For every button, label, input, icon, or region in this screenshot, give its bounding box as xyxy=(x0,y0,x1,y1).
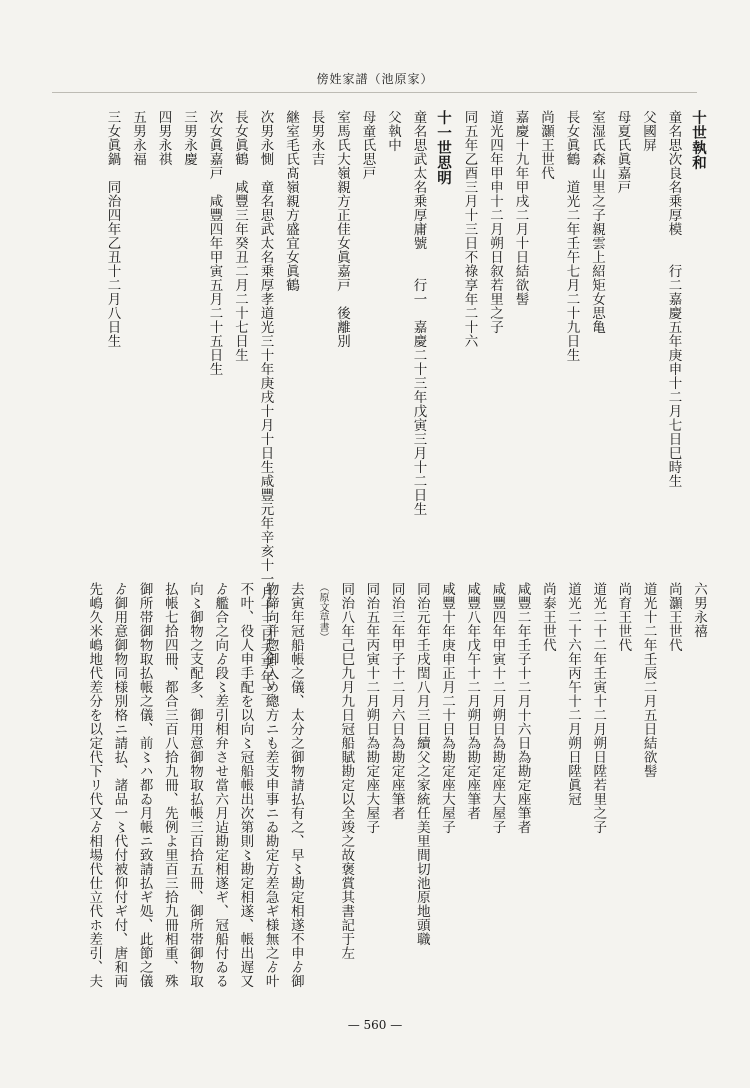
upper-column: 長女眞鶴 道光二年壬午七月二十九日生 xyxy=(563,110,580,362)
header-rule xyxy=(52,92,697,93)
lower-column: 同治三年甲子十二月六日為勘定座筆者 xyxy=(388,582,405,820)
upper-column: 童名思次良名乗厚模 行二嘉慶五年庚申十二月七日巳時生 xyxy=(665,110,682,488)
lower-column: 尚育王世代 xyxy=(615,582,632,652)
upper-column: 四男永祺 xyxy=(155,110,172,166)
lower-column: 去寅年冠船帳之儀、太分之御物請払有之、早〻勘定相遂不申ゟ御 xyxy=(287,582,304,988)
lower-column: 同治八年己巳九月九日冠船賦勘定以全竣之故褒賞其書記于左 xyxy=(338,582,355,960)
lower-column: ゟ御用意御物同様別格ニ請払、諸品一〻代付被仰付ギ付、唐和両 xyxy=(111,582,128,988)
lower-column: 同治元年壬戌閏八月三日續父之家統任美里間切池原地頭職 xyxy=(413,582,430,946)
lower-column: 咸豐四年甲寅十二月朔日為勘定座大屋子 xyxy=(489,582,506,834)
upper-column: 嘉慶十九年甲戌二月十日結欲髻 xyxy=(512,110,529,306)
upper-column: 十世執和 xyxy=(690,110,707,170)
lower-column: 先嶋久米嶋地代差分を以定代下リ代又ゟ相場代仕立代ホ差引、夫 xyxy=(86,582,103,988)
lower-column: 払帳七拾四冊、都合三百八拾九冊、先例よ里百三拾九冊相重、殊 xyxy=(161,582,178,988)
lower-column: 道光二十二年壬寅十二月朔日陞若里之子 xyxy=(590,582,607,834)
running-header: 傍姓家譜（池原家） xyxy=(316,72,434,86)
lower-column: 咸豐二年壬子十二月十六日為勘定座筆者 xyxy=(514,582,531,834)
page-number: — 560 — xyxy=(347,1018,403,1032)
lower-column: 御所帯御物取払帳之儀、前〻ハ都ゐ月帳ニ致請払ギ処、此節之儀 xyxy=(136,582,153,988)
upper-column: 室馬氏大嶺親方正佳女眞嘉戸 後離別 xyxy=(334,110,350,348)
lower-column: 六男永禧 xyxy=(691,582,707,638)
lower-column: 物締向并惣御入め總方ニも差支申事ニゐ勘定方差急ギ様無之ゟ叶 xyxy=(262,582,279,988)
upper-column: 三男永慶 xyxy=(181,110,197,166)
upper-column: 童名思武太名乗厚庸號 行一 嘉慶二十三年戊寅三月十二日生 xyxy=(410,110,427,516)
lower-column: （原文草書） xyxy=(317,582,328,642)
lower-column: 向〻御物之支配多、御用意御物取払帳三百拾五冊、御所帯御物取 xyxy=(187,582,203,988)
upper-column: 父國屏 xyxy=(640,110,656,152)
lower-column: 不叶、役人申手配を以向〻冠船帳出次第則〻勘定相遂、帳出遅又 xyxy=(237,582,254,988)
lower-column: ゟ艦合之向ゟ段〻差引相弁させ當六月迠勘定相遂ギ、冠船付ゐる xyxy=(212,582,229,988)
upper-column: 尚灝王世代 xyxy=(538,110,554,180)
upper-column: 道光四年甲申十二月朔日叙若里之子 xyxy=(487,110,503,334)
lower-column: 咸豐八年戊午十二月朔日為勘定座筆者 xyxy=(464,582,481,820)
lower-column: 尚泰王世代 xyxy=(539,582,556,652)
upper-column: 同五年乙酉三月十三日不祿享年二十六 xyxy=(461,110,478,348)
upper-column: 母夏氏眞嘉戸 xyxy=(614,110,631,194)
lower-column: 尚灝王世代 xyxy=(665,582,682,652)
upper-column: 長男永吉 xyxy=(308,110,325,166)
upper-column: 十一世思明 xyxy=(435,110,452,185)
section-lower xyxy=(50,582,710,1002)
lower-column: 道光二十六年丙午十二月朔日陞眞冠 xyxy=(565,582,581,806)
upper-column: 次女眞嘉戸 咸豐四年甲寅五月二十五日生 xyxy=(206,110,223,376)
upper-column: 母童氏思戸 xyxy=(359,110,376,180)
upper-column: 室湿氏森山里之子親雲上紹矩女思亀 xyxy=(589,110,605,334)
lower-column: 同治五年丙寅十二月朔日為勘定座大屋子 xyxy=(363,582,380,834)
lower-column: 道光十二年壬辰二月五日結欲髻 xyxy=(640,582,657,778)
upper-column: 三女眞鍋 同治四年乙丑十二月八日生 xyxy=(104,110,121,348)
upper-column: 継室毛氏髙嶺親方盛宜女眞鶴 xyxy=(283,110,299,292)
upper-column: 五男永福 xyxy=(130,110,146,166)
lower-column: 咸豐十年庚申正月二十日為勘定座大屋子 xyxy=(439,582,455,834)
upper-column: 父執中 xyxy=(385,110,401,152)
upper-column: 長女眞鶴 咸豐三年癸丑二月二十七日生 xyxy=(232,110,248,362)
upper-column: 次男永惻 童名思武太名乗厚孝道光三十年庚戌十月十日生咸豐元年辛亥十一月十三日夭享年二 xyxy=(257,110,274,698)
